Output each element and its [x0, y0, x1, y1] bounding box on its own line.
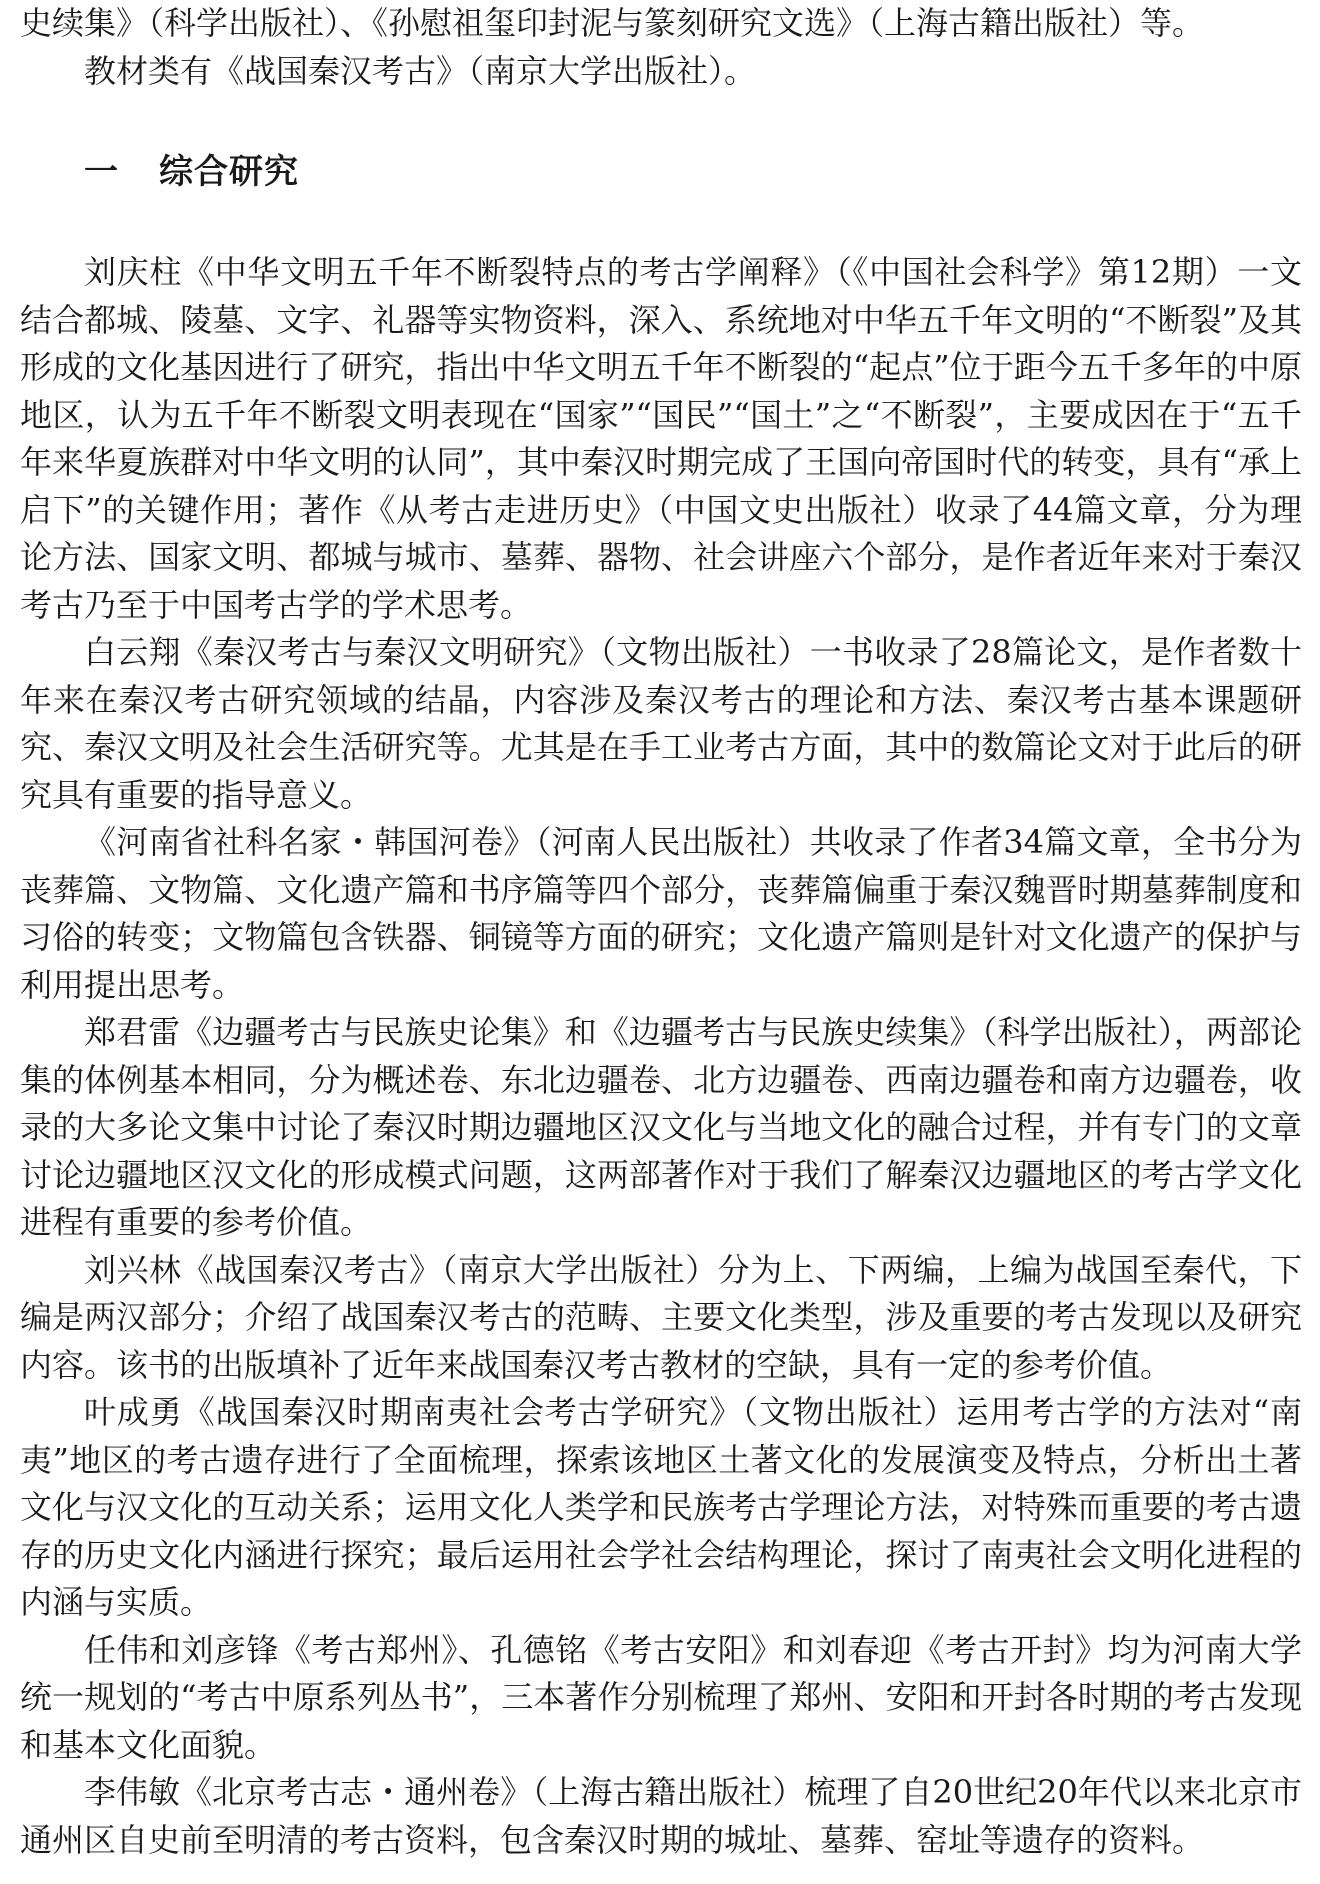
paragraph-liu-qingzhu: 刘庆柱《中华文明五千年不断裂特点的考古学阐释》（《中国社会科学》第12期）一文结合都城、陵墓、文字、礼器等实物资料，深入、系统地对中华五千年文明的“不断裂”及其形成的文化基因进行了研究，指出中华文明五千年不断裂的“起点”位于距今五千多年的中原地区，认为五千年不断裂文明表现在“国家”“国民”“国土”之“不断裂”，主要成因在于“五千年来华夏族群对中华文明的认同”，其中秦汉时期完成了王国向帝国时代的转变，具有“承上启下”的关键作用；著作《从考古走进历史》（中国文史出版社）收录了44篇文章，分为理论方法、国家文明、都城与城市、墓葬、器物、社会讲座六个部分，是作者近年来对于秦汉考古乃至于中国考古学的学术思考。 — [20, 253, 1302, 624]
paragraph-liu-xinglin: 刘兴林《战国秦汉考古》（南京大学出版社）分为上、下两编，上编为战国至秦代，下编是两汉部分；介绍了战国秦汉考古的范畴、主要文化类型，涉及重要的考古发现以及研究内容。该书的出版填补了近年来战国秦汉考古教材的空缺，具有一定的参考价值。 — [20, 1250, 1302, 1384]
paragraph-bai-yunxiang: 白云翔《秦汉考古与秦汉文明研究》（文物出版社）一书收录了28篇论文，是作者数十年来在秦汉考古研究领域的结晶，内容涉及秦汉考古的理论和方法、秦汉考古基本课题研究、秦汉文明及社会生活研究等。尤其是在手工业考古方面，其中的数篇论文对于此后的研究具有重要的指导意义。 — [20, 633, 1302, 814]
section-heading — [20, 143, 1302, 201]
paragraph-kaogu-zhongyuan: 任伟和刘彦锋《考古郑州》、孔德铭《考古安阳》和刘春迎《考古开封》均为河南大学统一规划的“考古中原系列丛书”，三本著作分别梳理了郑州、安阳和开封各时期的考古发现和基本文化面貌。 — [20, 1630, 1302, 1764]
section-title: 综合研究 — [159, 152, 299, 192]
paragraph-li-weimin: 李伟敏《北京考古志・通州卷》（上海古籍出版社）梳理了自20世纪20年代以来北京市通州区自史前至明清的考古资料，包含秦汉时期的城址、墓葬、窑址等遗存的资料。 — [20, 1773, 1302, 1859]
paragraph-ye-chengyong: 叶成勇《战国秦汉时期南夷社会考古学研究》（文物出版社）运用考古学的方法对“南夷”地区的考古遗存进行了全面梳理，探索该地区土著文化的发展演变及特点，分析出土著文化与汉文化的互动关系；运用文化人类学和民族考古学理论方法，对特殊而重要的考古遗存的历史文化内涵进行探究；最后运用社会学社会结构理论，探讨了南夷社会文明化进程的内涵与实质。 — [20, 1393, 1302, 1621]
section-number: 一 — [84, 152, 119, 192]
paragraph-zheng-junlei: 郑君雷《边疆考古与民族史论集》和《边疆考古与民族史续集》（科学出版社），两部论集的体例基本相同，分为概述卷、东北边疆卷、北方边疆卷、西南边疆卷和南方边疆卷，收录的大多论文集中讨论了秦汉时期边疆地区汉文化与当地文化的融合过程，并有专门的文章讨论边疆地区汉文化的形成模式问题，这两部著作对于我们了解秦汉边疆地区的考古学文化进程有重要的参考价值。 — [20, 1013, 1302, 1241]
paragraph-continued: 史续集》（科学出版社）、《孙慰祖玺印封泥与篆刻研究文选》（上海古籍出版社）等。 — [20, 4, 1205, 42]
paragraph-han-guohe: 《河南省社科名家・韩国河卷》（河南人民出版社）共收录了作者34篇文章，全书分为丧葬篇、文物篇、文化遗产篇和书序篇等四个部分，丧葬篇偏重于秦汉魏晋时期墓葬制度和习俗的转变；文物篇包含铁器、铜镜等方面的研究；文化遗产篇则是针对文化遗产的保护与利用提出思考。 — [20, 823, 1302, 1004]
document-page — [20, 0, 1302, 1864]
paragraph-textbooks: 教材类有《战国秦汉考古》（南京大学出版社）。 — [84, 51, 757, 90]
